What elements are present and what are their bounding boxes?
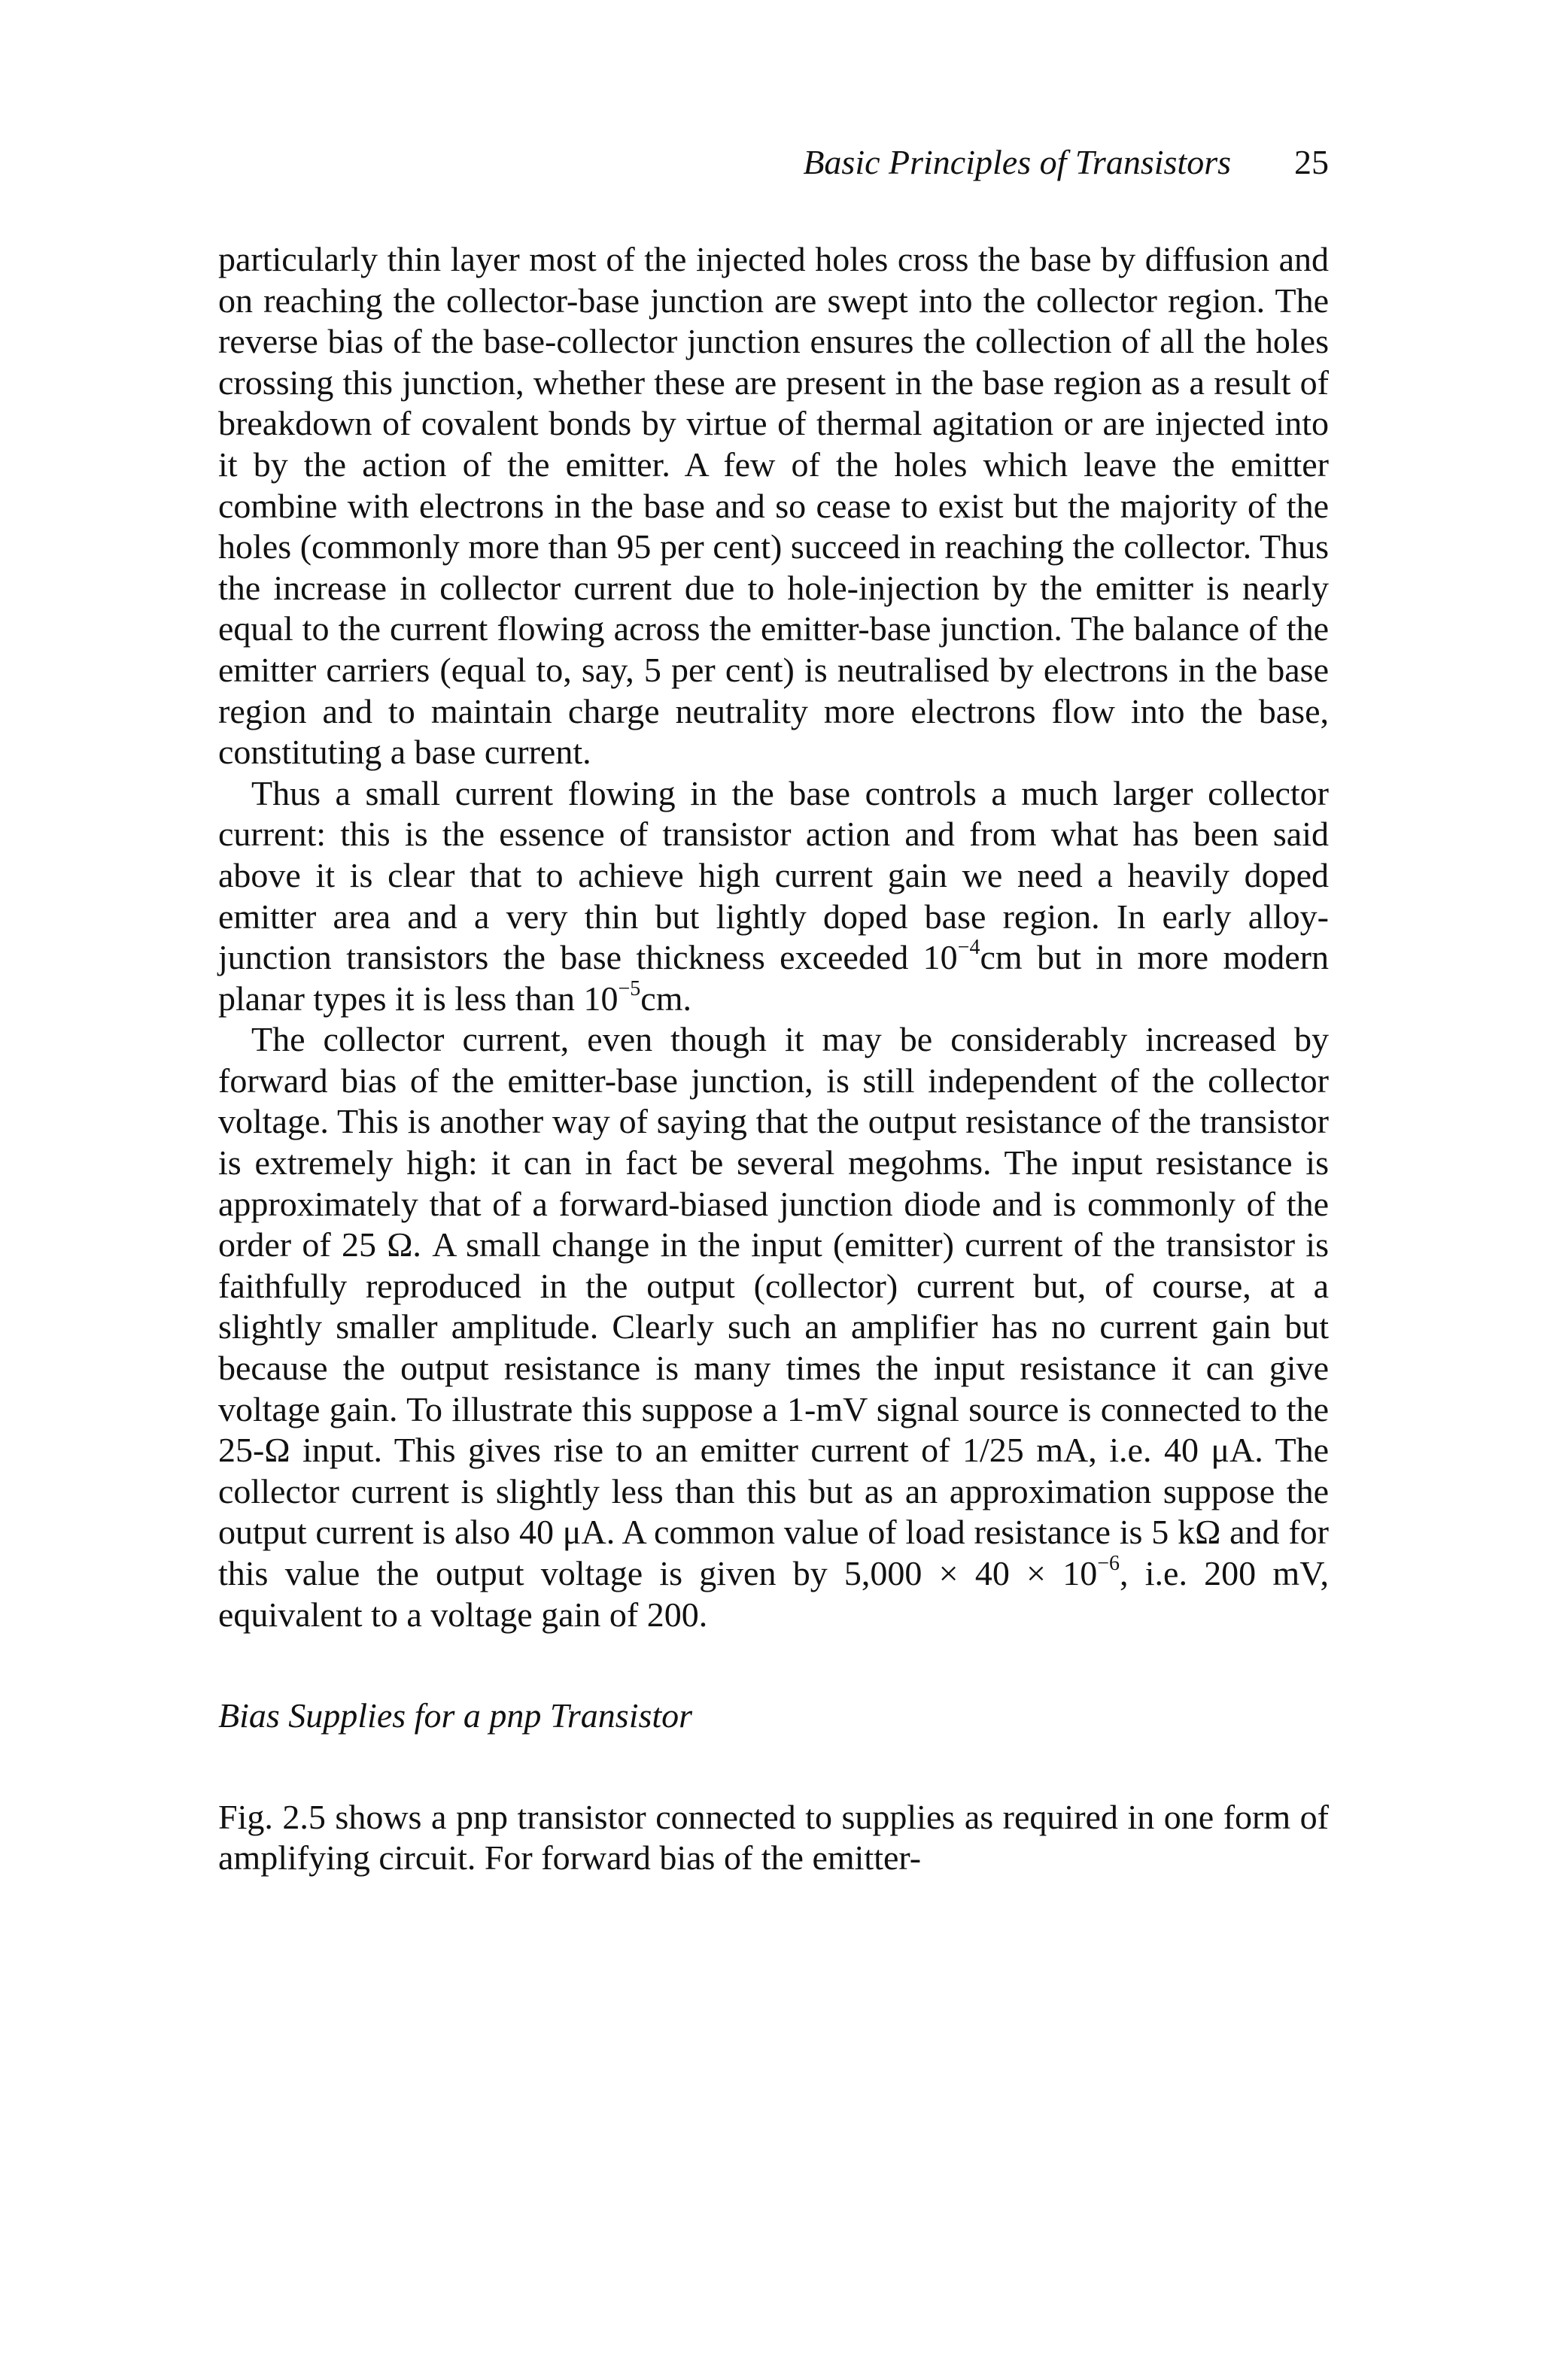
exponent-3: −6 bbox=[1097, 1552, 1120, 1575]
paragraph-2-text-middle: cm but in more modern planar types it is less than 10 bbox=[218, 938, 1329, 1018]
paragraph-2-text-before: Thus a small current flowing in the base controls a much larger collector current: this is the essence of transistor action and from what has been said above it is clear that to achieve high current gain we need a heavily doped emitter area and a very thin but lightly doped base region. In early alloy-junction transistors the base thickness exceeded 10 bbox=[218, 773, 1329, 977]
paragraph-3-text-before: The collector current, even though it may be considerably increased by forward bias of the emitter-base junction, is still independent of the collector voltage. This is another way of saying that the output resistance of the transistor is extremely high: it can in fact be several megohms. The input resistance is approximately that of a forward-biased junction diode and is commonly of the order of 25 Ω. A small change in the input (emitter) current of the transistor is faithfully reproduced in the output (collector) current but, of course, at a slightly smaller amplitude. Clearly such an amplifier has no current gain but because the output resistance is many times the input resistance it can give voltage gain. To illustrate this suppose a 1-mV signal source is connected to the 25-Ω input. This gives rise to an emitter current of 1/25 mA, i.e. 40 μA. The collector current is slightly less than this but as an approximation suppose the output current is also 40 μA. A common value of load resistance is 5 kΩ and for this value the output voltage is given by 5,000 × 40 × 10 bbox=[218, 1020, 1329, 1592]
paragraph-3 bbox=[218, 1019, 1329, 1635]
section-heading: Bias Supplies for a pnp Transistor bbox=[218, 1696, 693, 1735]
paragraph-1: particularly thin layer most of the injected holes cross the base by diffusion and on reaching the collector-base junction are swept into the collector region. The reverse bias of the base-collector junction ensures the collection of all the holes crossing this junction, whether these are present in the base region as a result of breakdown of covalent bonds by virtue of thermal agitation or are injected into it by the action of the emitter. A few of the holes which leave the emitter combine with electrons in the base and so cease to exist but the majority of the holes (commonly more than 95 per cent) succeed in reaching the collector. Thus the increase in collector current due to hole-injection by the emitter is nearly equal to the current flowing across the emitter-base junction. The balance of the emitter carriers (equal to, say, 5 per cent) is neutralised by electrons in the base region and to maintain charge neutrality more electrons flow into the base, constituting a base current. bbox=[218, 240, 1329, 772]
exponent-2: −5 bbox=[618, 976, 641, 1000]
page-number: 25 bbox=[1294, 143, 1329, 181]
paragraph-2-text-after: cm. bbox=[640, 979, 691, 1018]
paragraph-4: Fig. 2.5 shows a pnp transistor connected to supplies as required in one form of amplifying circuit. For forward bias of the emitter- bbox=[218, 1797, 1329, 1878]
exponent-1: −4 bbox=[957, 936, 980, 960]
paragraph-3-text-after: , i.e. 200 mV, equivalent to a voltage gain of 200. bbox=[218, 1554, 1329, 1634]
body-text bbox=[218, 239, 1329, 1879]
paragraph-2 bbox=[218, 773, 1329, 1020]
running-head bbox=[218, 140, 1329, 185]
running-title: Basic Principles of Transistors bbox=[803, 143, 1231, 181]
